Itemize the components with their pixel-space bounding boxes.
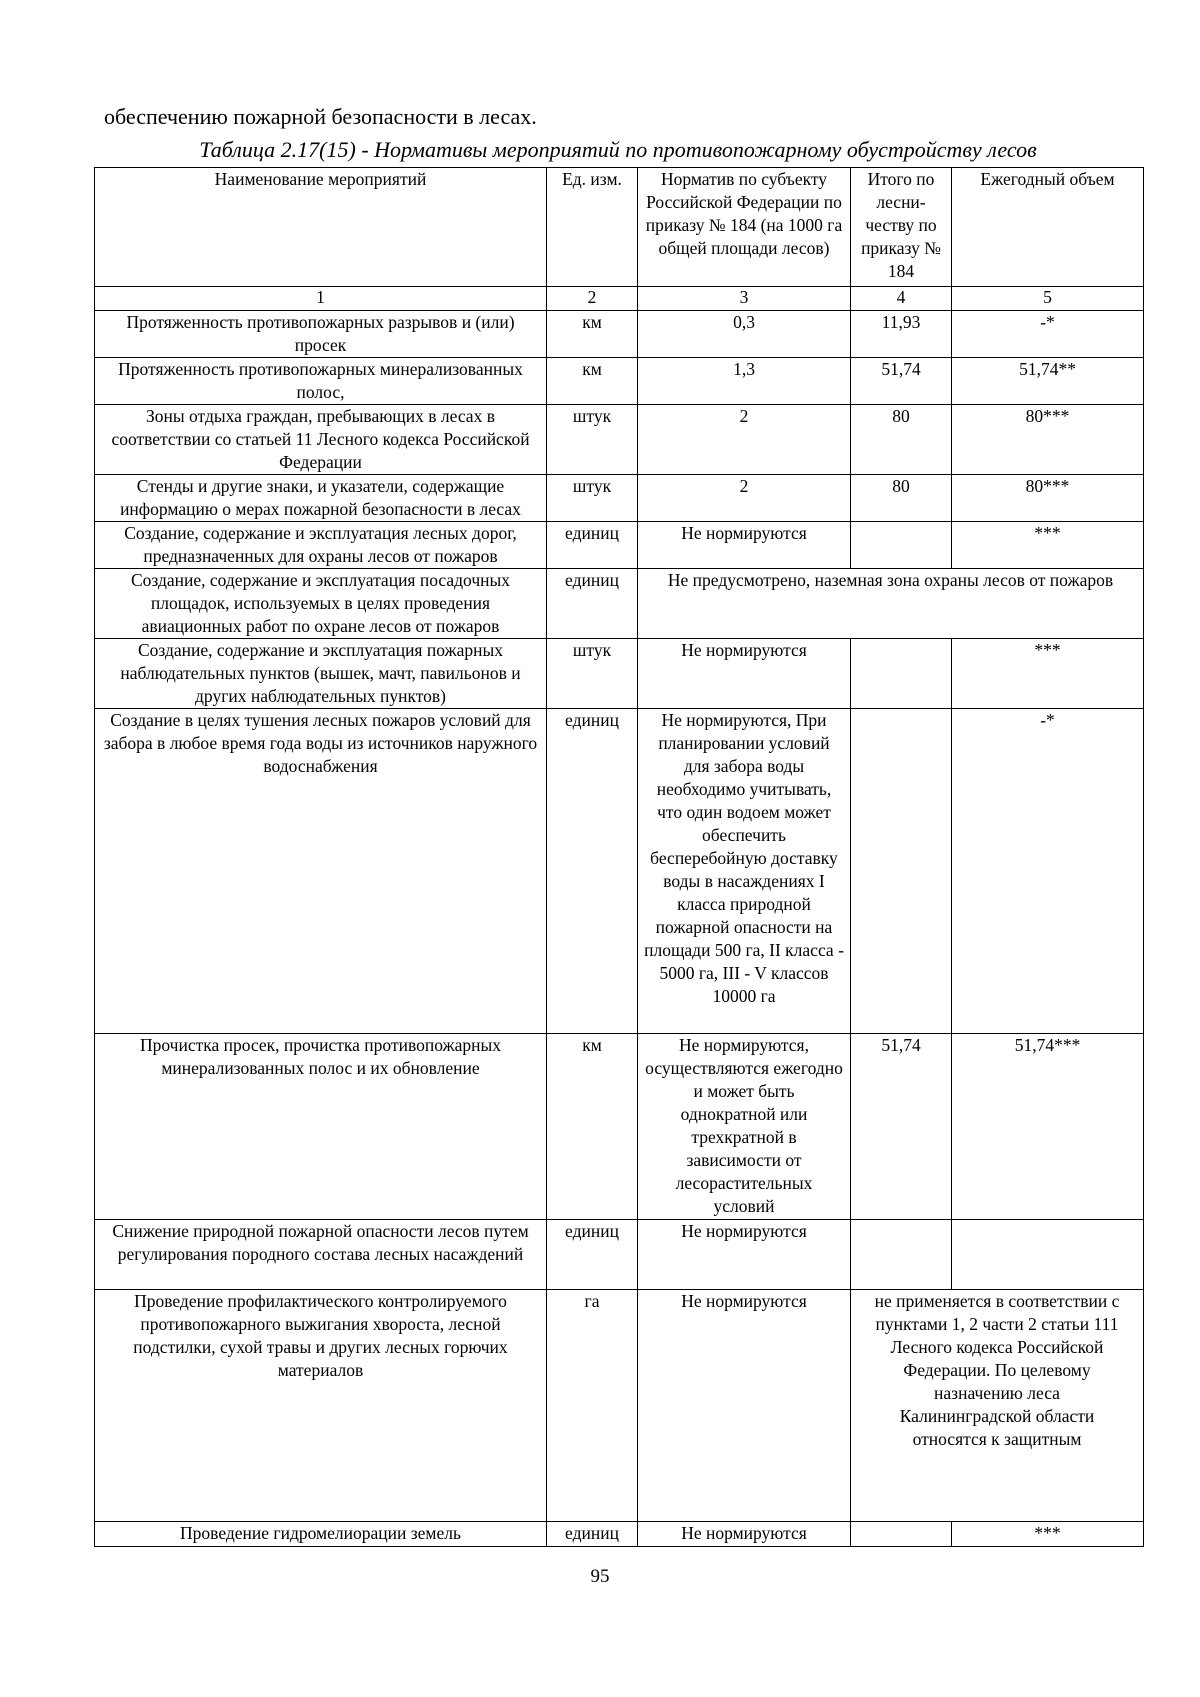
- norms-table: [94, 167, 1144, 1547]
- table-row: [95, 1522, 1144, 1547]
- row-unit: штук: [547, 405, 638, 475]
- table-row: [95, 475, 1144, 522]
- row-total: [851, 1522, 952, 1547]
- row-unit: единиц: [547, 1522, 638, 1547]
- table-row: [95, 358, 1144, 405]
- column-number: 2: [547, 287, 638, 311]
- row-norm: Не нормируются, осуществляются ежегодно и может быть однократной или трехкратной в зависимости от лесорастительных условий: [638, 1034, 851, 1220]
- column-number: 4: [851, 287, 952, 311]
- row-norm-merged: Не предусмотрено, наземная зона охраны лесов от пожаров: [638, 569, 1144, 639]
- table-row: [95, 709, 1144, 1034]
- row-total: 51,74: [851, 1034, 952, 1220]
- header-total: Итого по лесни-честву по приказу № 184: [851, 168, 952, 287]
- row-total: 11,93: [851, 311, 952, 358]
- row-name: Создание, содержание и эксплуатация пожарных наблюдательных пунктов (вышек, мачт, павильонов и других наблюдательных пунктов): [95, 639, 547, 709]
- row-name: Проведение гидромелиорации земель: [95, 1522, 547, 1547]
- row-total: [851, 1220, 952, 1290]
- row-norm: Не нормируются: [638, 639, 851, 709]
- column-number: 1: [95, 287, 547, 311]
- row-unit: единиц: [547, 522, 638, 569]
- row-norm: 1,3: [638, 358, 851, 405]
- row-norm: 2: [638, 475, 851, 522]
- row-annual: 51,74***: [952, 1034, 1144, 1220]
- row-norm: Не нормируются: [638, 1522, 851, 1547]
- row-norm: 2: [638, 405, 851, 475]
- header-unit: Ед. изм.: [547, 168, 638, 287]
- row-total: 80: [851, 475, 952, 522]
- table-row: [95, 639, 1144, 709]
- row-name: Протяженность противопожарных минерализованных полос,: [95, 358, 547, 405]
- row-unit: единиц: [547, 1220, 638, 1290]
- row-unit: км: [547, 358, 638, 405]
- row-norm: Не нормируются, При планировании условий для забора воды необходимо учитывать, что один водоем может обеспечить бесперебойную доставку воды в насаждениях I класса природной пожарной опасности на площади 500 га, II класса - 5000 га, III - V классов 10000 га: [638, 709, 851, 1034]
- table-row: [95, 405, 1144, 475]
- header-name: Наименование мероприятий: [95, 168, 547, 287]
- row-annual: ***: [952, 1522, 1144, 1547]
- row-total: [851, 522, 952, 569]
- row-unit: единиц: [547, 569, 638, 639]
- row-annual: -*: [952, 709, 1144, 1034]
- row-total: 80: [851, 405, 952, 475]
- row-name: Снижение природной пожарной опасности лесов путем регулирования породного состава лесных насаждений: [95, 1220, 547, 1290]
- table-row: [95, 1290, 1144, 1522]
- table-row: [95, 569, 1144, 639]
- row-total: 51,74: [851, 358, 952, 405]
- row-unit: га: [547, 1290, 638, 1522]
- row-total: [851, 709, 952, 1034]
- row-name: Создание в целях тушения лесных пожаров условий для забора в любое время года воды из источников наружного водоснабжения: [95, 709, 547, 1034]
- row-name: Создание, содержание и эксплуатация посадочных площадок, используемых в целях проведения авиационных работ по охране лесов от пожаров: [95, 569, 547, 639]
- intro-text: обеспечению пожарной безопасности в лесах.: [104, 104, 537, 129]
- row-annual: 51,74**: [952, 358, 1144, 405]
- row-norm: Не нормируются: [638, 522, 851, 569]
- row-name: Зоны отдыха граждан, пребывающих в лесах в соответствии со статьей 11 Лесного кодекса Российской Федерации: [95, 405, 547, 475]
- column-numbers-row: [95, 287, 1144, 311]
- column-number: 3: [638, 287, 851, 311]
- row-annual: [952, 1220, 1144, 1290]
- row-name: Прочистка просек, прочистка противопожарных минерализованных полос и их обновление: [95, 1034, 547, 1220]
- header-annual: Ежегодный объем: [952, 168, 1144, 287]
- page-number: 95: [590, 1566, 610, 1587]
- header-row: [95, 168, 1144, 287]
- row-unit: единиц: [547, 709, 638, 1034]
- column-number: 5: [952, 287, 1144, 311]
- row-unit: км: [547, 1034, 638, 1220]
- row-norm: Не нормируются: [638, 1290, 851, 1522]
- row-total-annual-merged: не применяется в соответствии с пунктами 1, 2 части 2 статьи 111 Лесного кодекса Российской Федерации. По целевому назначению леса Калининградской области относятся к защитным: [851, 1290, 1144, 1522]
- table-row: [95, 311, 1144, 358]
- row-annual: 80***: [952, 405, 1144, 475]
- row-name: Проведение профилактического контролируемого противопожарного выжигания хвороста, лесной подстилки, сухой травы и других лесных горючих материалов: [95, 1290, 547, 1522]
- header-norm: Норматив по субъекту Российской Федерации по приказу № 184 (на 1000 га общей площади лесов): [638, 168, 851, 287]
- row-norm: 0,3: [638, 311, 851, 358]
- table-row: [95, 1034, 1144, 1220]
- row-unit: штук: [547, 475, 638, 522]
- row-annual: -*: [952, 311, 1144, 358]
- row-name: Протяженность противопожарных разрывов и (или) просек: [95, 311, 547, 358]
- row-annual: 80***: [952, 475, 1144, 522]
- table-row: [95, 1220, 1144, 1290]
- row-name: Создание, содержание и эксплуатация лесных дорог, предназначенных для охраны лесов от пожаров: [95, 522, 547, 569]
- row-annual: ***: [952, 522, 1144, 569]
- table-row: [95, 522, 1144, 569]
- row-annual: ***: [952, 639, 1144, 709]
- row-total: [851, 639, 952, 709]
- row-norm: Не нормируются: [638, 1220, 851, 1290]
- row-unit: км: [547, 311, 638, 358]
- table-caption: Таблица 2.17(15) - Нормативы мероприятий по противопожарному обустройству лесов: [199, 137, 1037, 162]
- row-unit: штук: [547, 639, 638, 709]
- row-name: Стенды и другие знаки, и указатели, содержащие информацию о мерах пожарной безопасности в лесах: [95, 475, 547, 522]
